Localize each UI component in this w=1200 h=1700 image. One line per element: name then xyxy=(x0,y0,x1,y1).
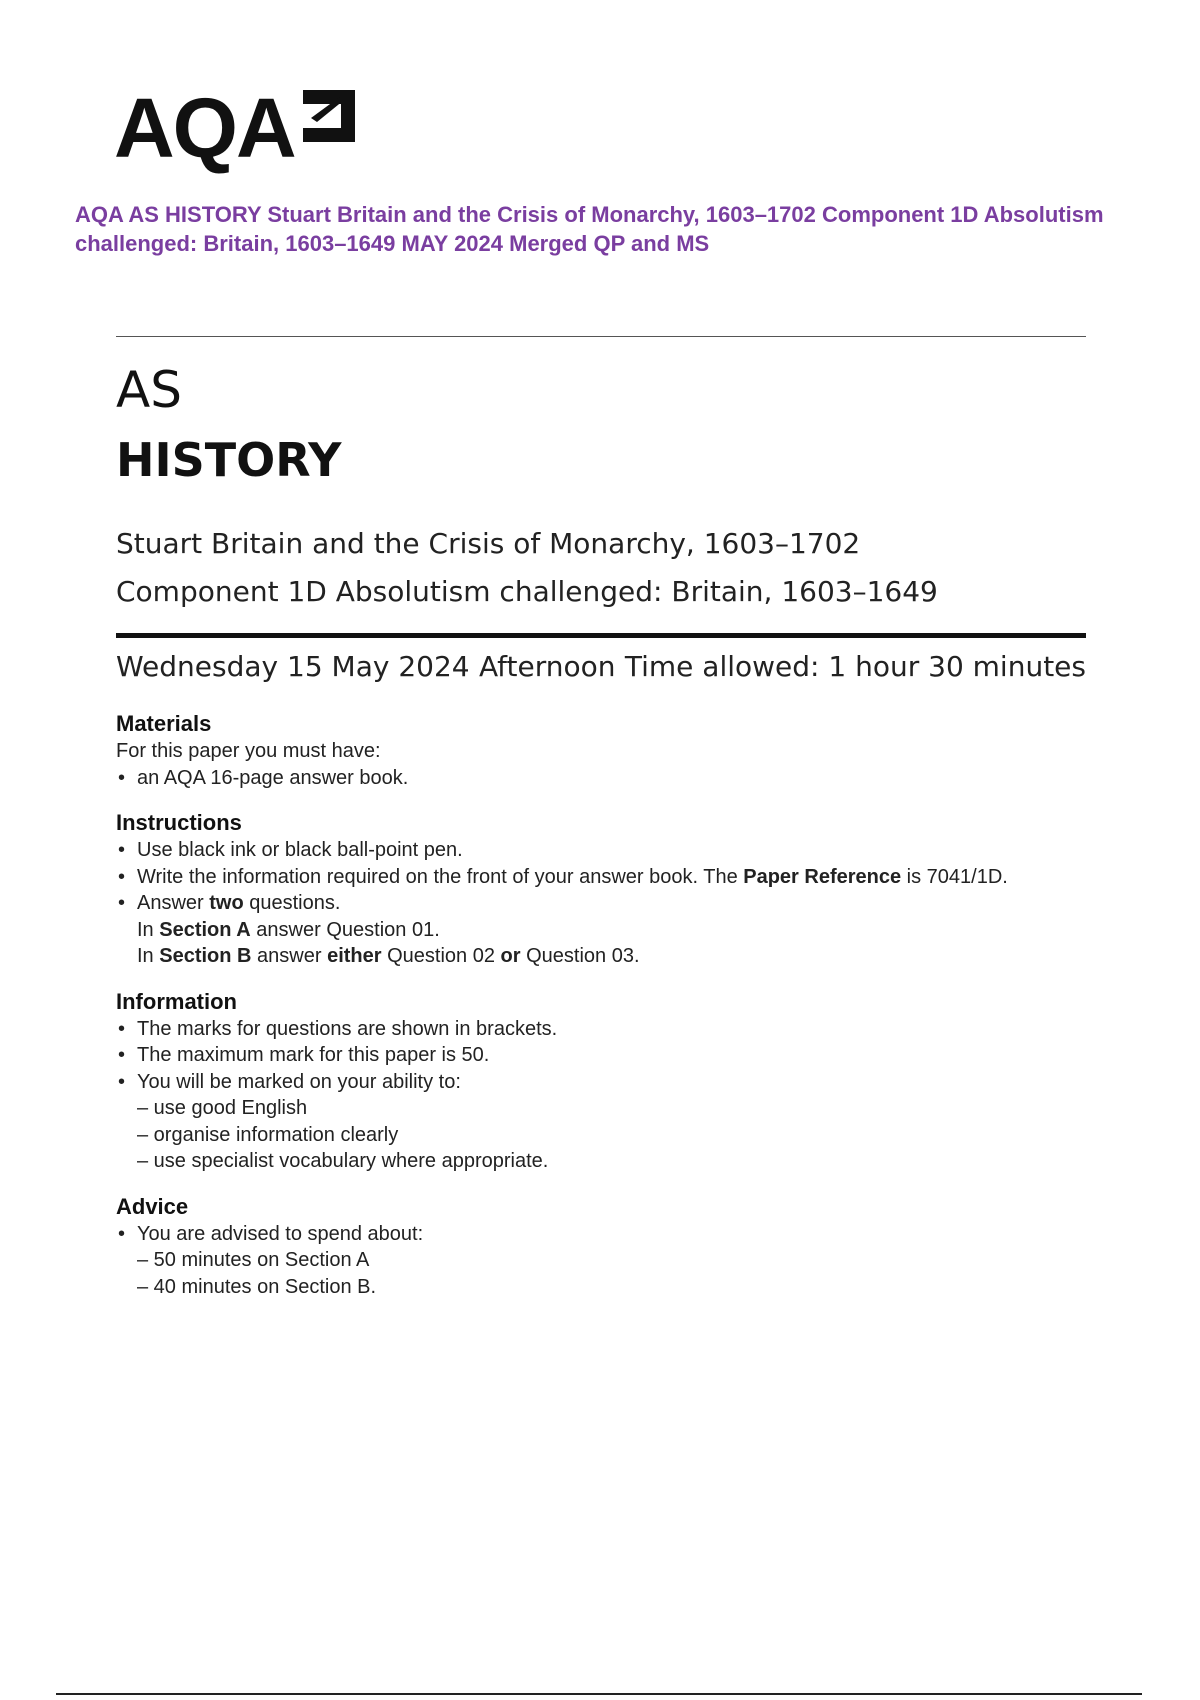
page-bottom-rule xyxy=(56,1693,1142,1695)
emphasis: two xyxy=(209,892,244,914)
advice-subitem: – 50 minutes on Section A xyxy=(137,1249,370,1271)
instruction-line xyxy=(137,943,1076,970)
instructions-list xyxy=(116,837,1076,970)
instruction-line xyxy=(137,917,1076,944)
information-section xyxy=(116,988,1076,1175)
paper-title xyxy=(116,520,938,616)
instruction-text: Question 03. xyxy=(520,945,640,967)
instruction-text: answer xyxy=(251,945,328,967)
instruction-text: questions. xyxy=(243,892,341,914)
instruction-text: Question 02 xyxy=(381,945,501,967)
emphasis: Section A xyxy=(159,918,251,941)
instruction-text: In xyxy=(137,918,160,941)
aqa-logo-text: AQA xyxy=(114,81,295,175)
emphasis: or xyxy=(500,945,521,967)
materials-intro: For this paper you must have: xyxy=(116,740,381,762)
exam-session: Afternoon xyxy=(478,650,616,683)
emphasis: Section B xyxy=(159,945,252,967)
aqa-logo-mark-icon xyxy=(301,88,357,144)
advice-list xyxy=(116,1221,1076,1301)
exam-date: Wednesday 15 May 2024 xyxy=(116,650,470,683)
title-divider xyxy=(116,633,1086,638)
subject-title: HISTORY xyxy=(116,433,342,487)
instruction-text: In xyxy=(137,945,160,967)
advice-subitem: – 40 minutes on Section B. xyxy=(137,1275,377,1298)
instruction-line xyxy=(137,890,1076,917)
information-subitem: – use specialist vocabulary where appropriate. xyxy=(137,1150,549,1172)
exam-time-allowed: Time allowed: 1 hour 30 minutes xyxy=(624,650,1086,683)
list-item xyxy=(116,890,1076,970)
exam-dateline xyxy=(116,648,1086,686)
information-list xyxy=(116,1016,1076,1175)
paper-reference-label: Paper Reference xyxy=(743,865,902,888)
instructions-section xyxy=(116,809,1076,970)
instruction-text: answer Question 01. xyxy=(250,918,440,941)
instruction-text: Answer xyxy=(137,892,210,914)
information-heading: Information xyxy=(116,988,237,1014)
list-item xyxy=(116,1069,1076,1175)
instructions-heading: Instructions xyxy=(116,810,242,835)
front-page-content xyxy=(116,710,1076,1318)
list-item: • The maximum mark for this paper is 50. xyxy=(116,1042,1076,1069)
instruction-text: Write the information required on the front of your answer book. The xyxy=(137,865,744,888)
advice-heading: Advice xyxy=(116,1193,189,1219)
instruction-text: is 7041/1D. xyxy=(901,865,1008,888)
information-subitem: – use good English xyxy=(137,1097,308,1119)
emphasis: either xyxy=(327,945,382,967)
list-item: • an AQA 16-page answer book. xyxy=(116,765,1076,792)
information-subitem: – organise information clearly xyxy=(137,1123,399,1146)
header-divider xyxy=(116,336,1086,337)
information-text: • You will be marked on your ability to: xyxy=(137,1070,461,1093)
paper-title-line-2: Component 1D Absolutism challenged: Britain, 1603–1649 xyxy=(116,575,938,608)
advice-section xyxy=(116,1193,1076,1301)
list-item: • The marks for questions are shown in brackets. xyxy=(116,1016,1076,1043)
materials-section xyxy=(116,710,1076,791)
materials-list xyxy=(116,765,1076,792)
materials-heading: Materials xyxy=(116,711,212,736)
list-item xyxy=(116,1221,1076,1301)
aqa-logo xyxy=(114,81,357,175)
document-title-banner: AQA AS HISTORY Stuart Britain and the Crisis of Monarchy, 1603–1702 Component 1D Absolutism challenged: Britain, 1603–1649 MAY 2024 Merged QP and MS xyxy=(75,202,1104,256)
list-item: • Use black ink or black ball-point pen. xyxy=(116,837,1076,864)
advice-text: • You are advised to spend about: xyxy=(137,1222,424,1245)
paper-title-line-1: Stuart Britain and the Crisis of Monarchy, 1603–1702 xyxy=(116,527,861,560)
qualification-level: AS xyxy=(116,361,182,419)
list-item xyxy=(116,864,1076,891)
